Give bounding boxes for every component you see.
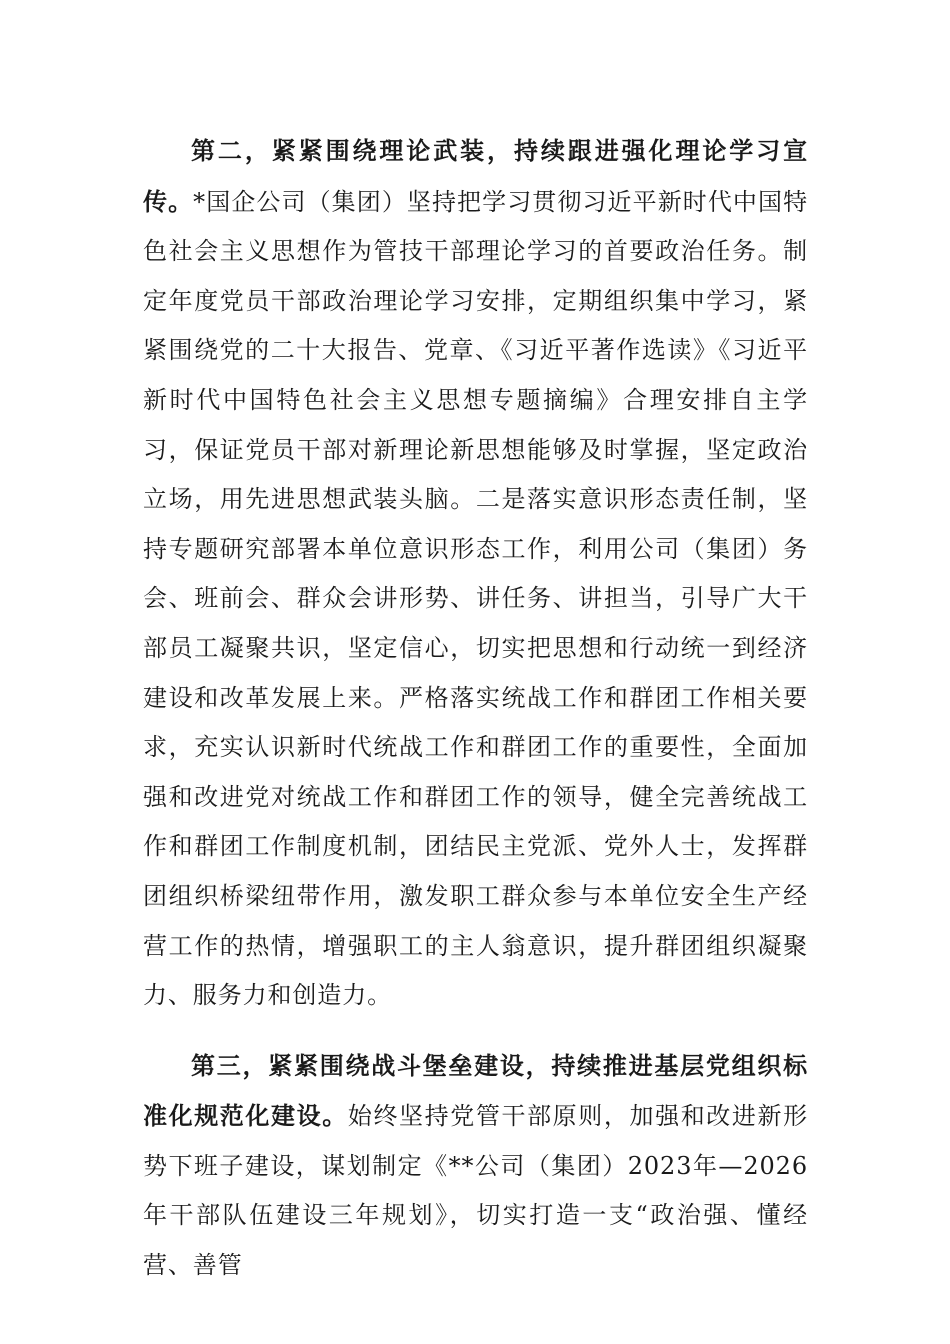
paragraph-second xyxy=(143,126,808,1021)
paragraph-text: 始终坚持党管干部原则，加强和改进新形势下班子建设，谋划制定《**公司（集团）2023年—2026年干部队伍建设三年规划》，切实打造一支“政治强、懂经营、善管 xyxy=(143,1102,809,1280)
paragraph-text: *国企公司（集团）坚持把学习贯彻习近平新时代中国特色社会主义思想作为管技干部理论学习的首要政治任务。制定年度党员干部政治理论学习安排，定期组织集中学习，紧紧围绕党的二十大报告、党章、《习近平著作选读》《习近平新时代中国特色社会主义思想专题摘编》合理安排自主学习，保证党员干部对新理论新思想能够及时掌握，坚定政治立场，用先进思想武装头脑。二是落实意识形态责任制，坚持专题研究部署本单位意识形态工作，利用公司（集团）务会、班前会、群众会讲形势、讲任务、讲担当，引导广大干部员工凝聚共识，坚定信心，切实把思想和行动统一到经济建设和改革发展上来。严格落实统战工作和群团工作相关要求，充实认识新时代统战工作和群团工作的重要性，全面加强和改进党对统战工作和群团工作的领导，健全完善统战工作和群团工作制度机制，团结民主党派、党外人士，发挥群团组织桥梁纽带作用，激发职工群众参与本单位安全生产经营工作的热情，增强职工的主人翁意识，提升群团组织凝聚力、服务力和创造力。 xyxy=(143,187,808,1010)
document-body xyxy=(143,126,808,1291)
paragraph-heading: 第二，紧紧围绕理论武装，持续跟进强化理论学习宣传。 xyxy=(143,136,808,216)
paragraph-heading: 第三，紧紧围绕战斗堡垒建设，持续推进基层党组织标准化规范化建设。 xyxy=(143,1050,808,1131)
paragraph-third xyxy=(143,1041,808,1291)
